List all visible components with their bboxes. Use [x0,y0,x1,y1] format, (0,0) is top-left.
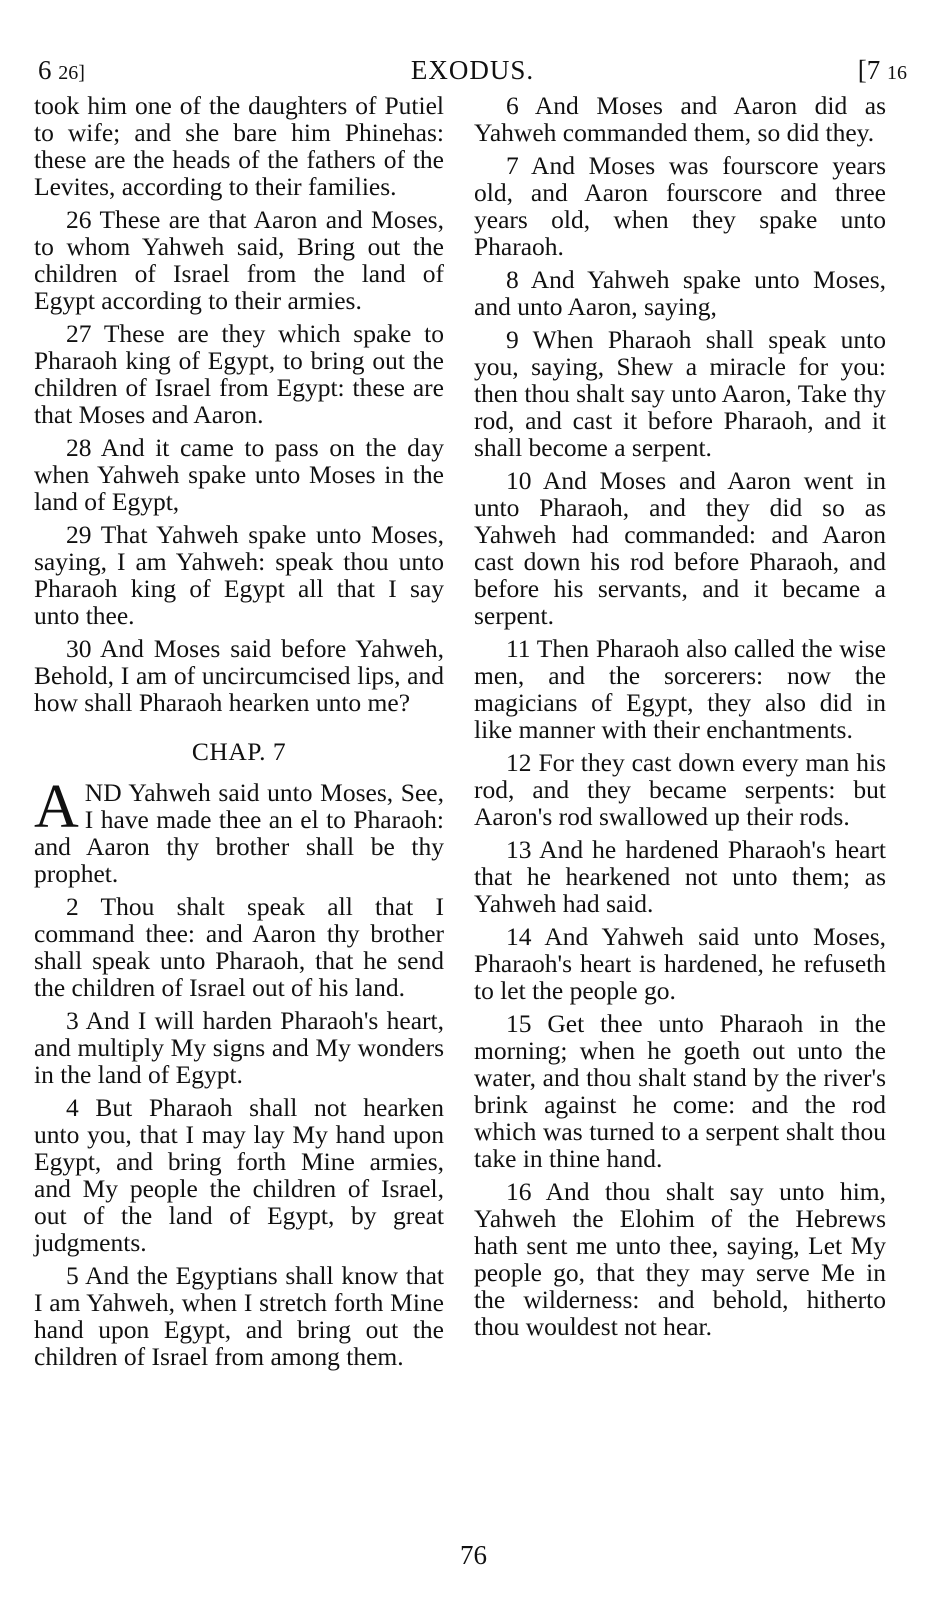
running-header [38,52,907,88]
drop-cap-letter: A [34,773,79,841]
header-right-reference [858,52,907,91]
verse-7-9: 9 When Pharaoh shall speak unto you, saying, Shew a miracle for you: then thou shalt say unto Aaron, Take thy rod, and cast it before Pharaoh, and it shall become a serpent. [474,325,886,462]
verse-7-12: 12 For they cast down every man his rod, and they became serpents: but Aaron's rod swallowed up their rods. [474,748,886,831]
verse-7-2: 2 Thou shalt speak all that I command thee: and Aaron thy brother shall speak unto Pharaoh, that he send the children of Israel out of his land. [34,892,444,1002]
verse-7-15: 15 Get thee unto Pharaoh in the morning; when he goeth out unto the water, and thou shalt stand by the river's brink against he come: and the rod which was turned to a serpent shalt thou take in thine hand. [474,1009,886,1173]
verse-6-26: 26 These are that Aaron and Moses, to whom Yahweh said, Bring out the children of Israel from the land of Egypt according to their armies. [34,205,444,315]
verse-25-continuation: took him one of the daughters of Putiel to wife; and she bare him Phinehas: these are the heads of the fathers of the Levites, according to their families. [34,91,444,201]
verse-7-1-text: ND Yahweh said unto Moses, See, I have made thee an el to Pharaoh: and Aaron thy brother shall be thy prophet. [34,778,444,888]
verse-7-11: 11 Then Pharaoh also called the wise men, and the sorcerers: now the magicians of Egypt, they also did in like manner with their enchantments. [474,634,886,744]
verse-6-27: 27 These are they which spake to Pharaoh king of Egypt, to bring out the children of Israel from Egypt: these are that Moses and Aaron. [34,319,444,429]
verse-7-4: 4 But Pharaoh shall not hearken unto you, that I may lay My hand upon Egypt, and bring forth Mine armies, and My people the children of Israel, out of the land of Egypt, by great judgments. [34,1093,444,1257]
verse-7-6: 6 And Moses and Aaron did as Yahweh commanded them, so did they. [474,91,886,147]
verse-6-30: 30 And Moses said before Yahweh, Behold, I am of uncircumcised lips, and how shall Pharaoh hearken unto me? [34,634,444,717]
header-right-chapter: [7 [857,55,881,85]
verse-7-1 [34,773,444,888]
left-column [34,92,444,1370]
verse-7-14: 14 And Yahweh said unto Moses, Pharaoh's heart is hardened, he refuseth to let the people go. [474,922,886,1005]
verse-6-29: 29 That Yahweh spake unto Moses, saying, I am Yahweh: speak thou unto Pharaoh king of Egypt all that I say unto thee. [34,520,444,630]
verse-6-28: 28 And it came to pass on the day when Yahweh spake unto Moses in the land of Egypt, [34,433,444,516]
verse-7-10: 10 And Moses and Aaron went in unto Pharaoh, and they did so as Yahweh had commanded: and Aaron cast down his rod before Pharaoh, and before his servants, and it became a serpent. [474,466,886,630]
page-number: 76 [460,1540,487,1570]
header-left-chapter: 6 [38,55,52,85]
verse-7-8: 8 And Yahweh spake unto Moses, and unto Aaron, saying, [474,265,886,321]
book-title: EXODUS. [410,55,535,85]
verse-7-7: 7 And Moses was fourscore years old, and Aaron fourscore and three years old, when they spake unto Pharaoh. [474,151,886,261]
header-right-verse: 16 [887,62,907,84]
right-column [474,92,886,1340]
verse-7-16: 16 And thou shalt say unto him, Yahweh the Elohim of the Hebrews hath sent me unto thee, saying, Let My people go, that they may serve Me in the wilderness: and behold, hitherto thou wouldest not hear. [474,1177,886,1341]
header-left-verse: 26] [58,62,85,84]
verse-7-13: 13 And he hardened Pharaoh's heart that he hearkened not unto them; as Yahweh had said. [474,835,886,918]
verse-7-3: 3 And I will harden Pharaoh's heart, and multiply My signs and My wonders in the land of Egypt. [34,1006,444,1089]
chapter-heading: CHAP. 7 [191,737,287,766]
verse-7-5: 5 And the Egyptians shall know that I am Yahweh, when I stretch forth Mine hand upon Egypt, and bring out the children of Israel from among them. [34,1261,444,1371]
